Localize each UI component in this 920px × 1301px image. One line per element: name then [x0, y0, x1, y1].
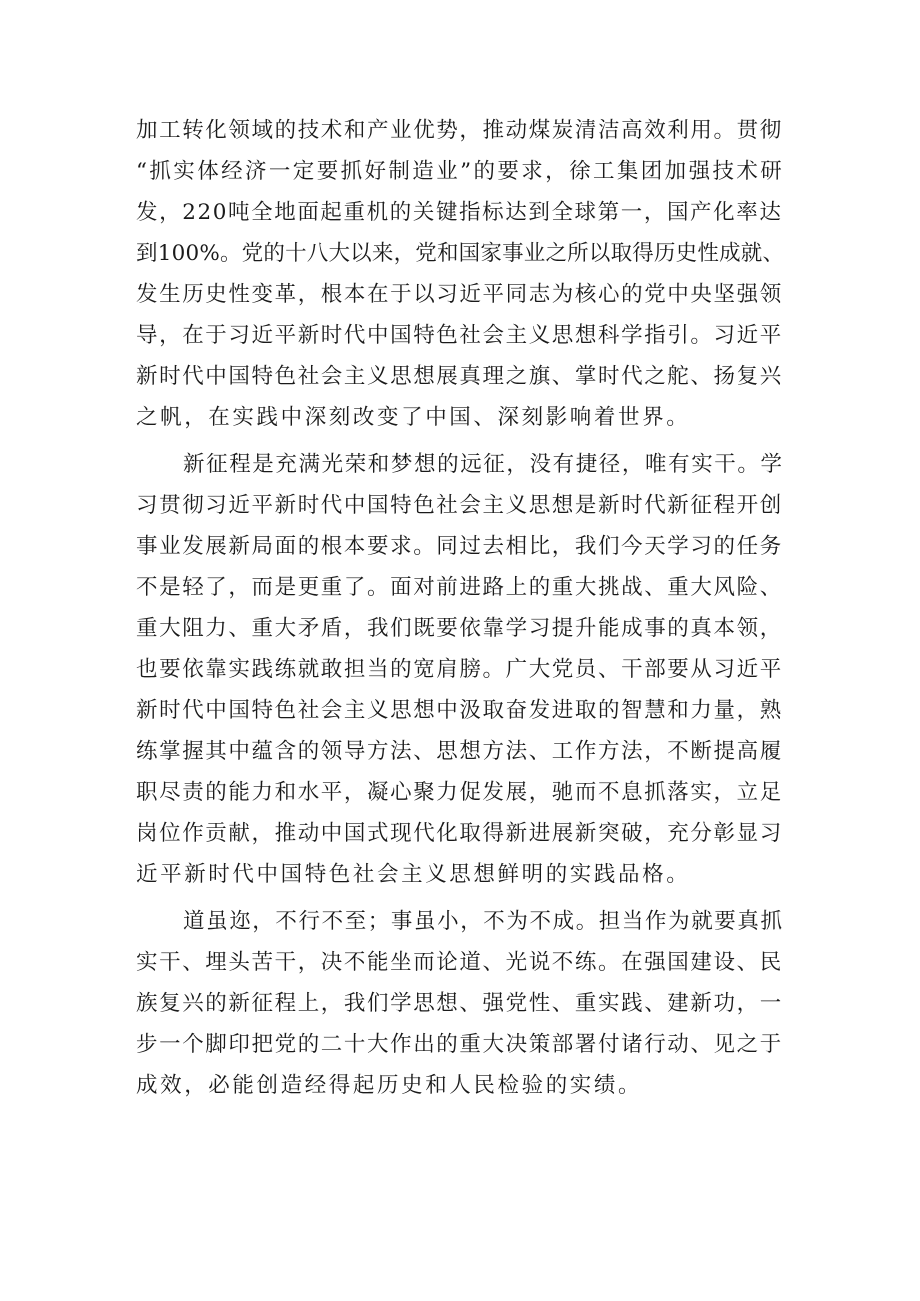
paragraph-2: [136, 444, 786, 895]
paragraph-line: 近平新时代中国特色社会主义思想鲜明的实践品格。: [136, 862, 691, 887]
paragraph-line: 新时代中国特色社会主义思想展真理之旗、掌时代之舵、扬复兴: [136, 364, 783, 389]
paragraph-line: 新征程是充满光荣和梦想的远征，没有捷径，唯有实干。学: [183, 452, 784, 477]
paragraph-line: 族复兴的新征程上，我们学思想、强党性、重实践、建新功，一: [136, 991, 783, 1016]
paragraph-line: 不是轻了，而是更重了。面对前进路上的重大挑战、重大风险、: [136, 575, 783, 600]
paragraph-line: 事业发展新局面的根本要求。同过去相比，我们今天学习的任务: [136, 534, 783, 559]
paragraph-line: 实干、埋头苦干，决不能坐而论道、光说不练。在强国建设、民: [136, 950, 783, 975]
document-body: [136, 110, 786, 1106]
paragraph-line: 练掌握其中蕴含的领导方法、思想方法、工作方法，不断提高履: [136, 739, 783, 764]
paragraph-line: 职尽责的能力和水平，凝心聚力促发展，驰而不息抓落实，立足: [136, 780, 783, 805]
paragraph-line: 道虽迩，不行不至；事虽小，不为不成。担当作为就要真抓: [183, 909, 784, 934]
paragraph-line: 步一个脚印把党的二十大作出的重大决策部署付诸行动、见之于: [136, 1032, 783, 1057]
paragraph-line: 发生历史性变革，根本在于以习近平同志为核心的党中央坚强领: [136, 282, 783, 307]
paragraph-line: 也要依靠实践练就敢担当的宽肩膀。广大党员、干部要从习近平: [136, 657, 783, 682]
paragraph-line: 习贯彻习近平新时代中国特色社会主义思想是新时代新征程开创: [136, 493, 783, 518]
paragraph-line: 导，在于习近平新时代中国特色社会主义思想科学指引。习近平: [136, 323, 783, 348]
paragraph-line: 重大阻力、重大矛盾，我们既要依靠学习提升能成事的真本领，: [136, 616, 783, 641]
paragraph-line: “抓实体经济一定要抓好制造业”的要求，徐工集团加强技术研: [136, 159, 785, 184]
paragraph-line: 新时代中国特色社会主义思想中汲取奋发进取的智慧和力量，熟: [136, 698, 783, 723]
paragraph-line: 之帆，在实践中深刻改变了中国、深刻影响着世界。: [136, 405, 691, 430]
paragraph-line: 成效，必能创造经得起历史和人民检验的实绩。: [136, 1073, 643, 1098]
paragraph-line: 发，220吨全地面起重机的关键指标达到全球第一，国产化率达: [136, 200, 783, 225]
paragraph-3: [136, 901, 786, 1106]
paragraph-line: 岗位作贡献，推动中国式现代化取得新进展新突破，充分彰显习: [136, 821, 783, 846]
paragraph-line: 加工转化领域的技术和产业优势，推动煤炭清洁高效利用。贯彻: [136, 118, 783, 143]
paragraph-line: 到100%。党的十八大以来，党和国家事业之所以取得历史性成就、: [136, 241, 785, 266]
paragraph-1: [136, 110, 786, 438]
